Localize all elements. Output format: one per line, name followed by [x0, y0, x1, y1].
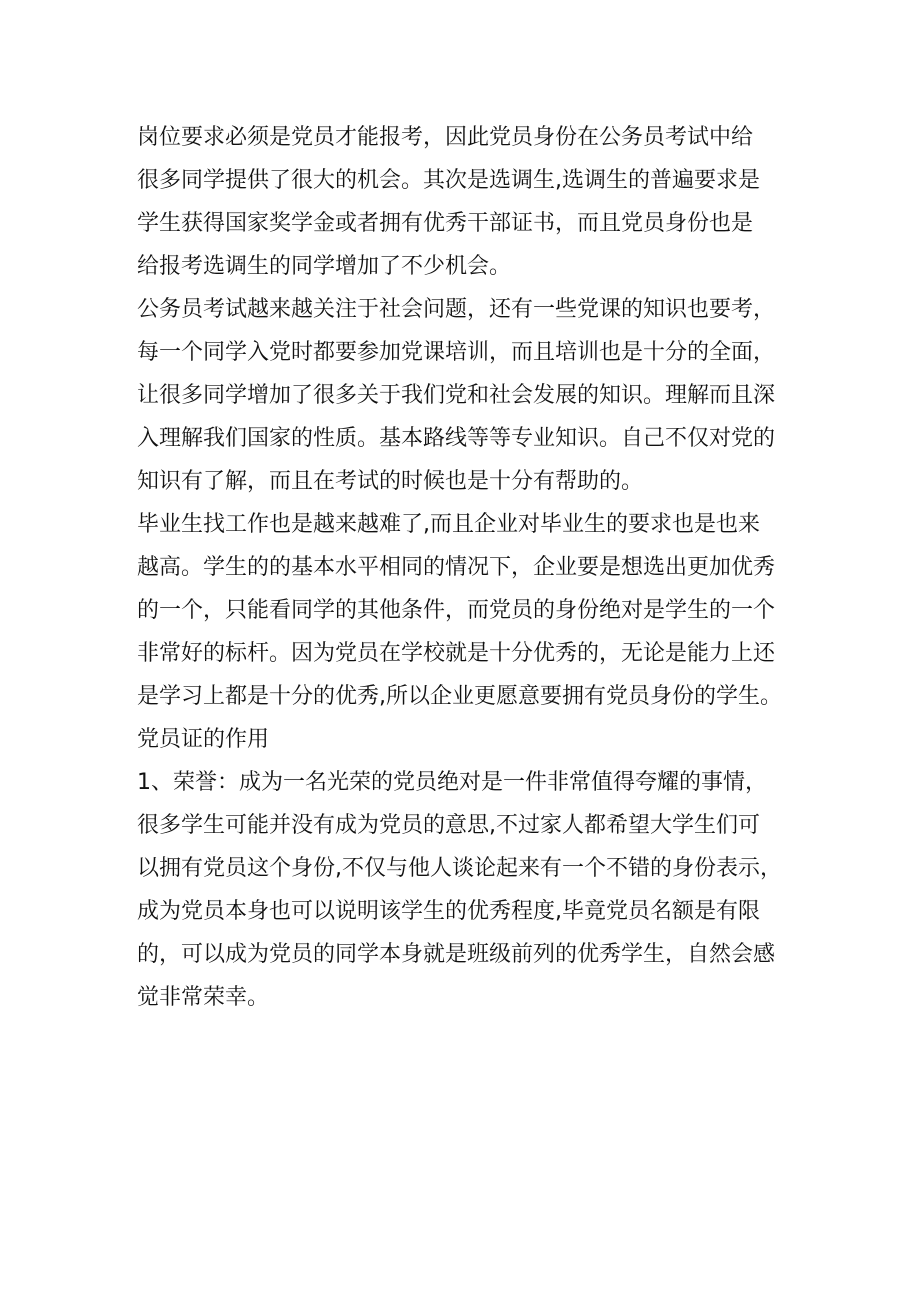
text-line: 知识有了解，而且在考试的时候也是十分有帮助的。	[137, 469, 644, 494]
text-line: 成为党员本身也可以说明该学生的优秀程度,毕竟党员名额是有限	[137, 899, 760, 924]
list-item-honor	[137, 761, 817, 1019]
text-line: 非常好的标杆。因为党员在学校就是十分优秀的，无论是能力上还	[137, 641, 776, 666]
paragraph-employment	[137, 503, 817, 718]
text-line: 每一个同学入党时都要参加党课培训，而且培训也是十分的全面，	[137, 340, 776, 365]
text-line: 很多学生可能并没有成为党员的意思,不过家人都希望大学生们可	[137, 813, 760, 838]
text-line: 学生获得国家奖学金或者拥有优秀干部证书，而且党员身份也是	[137, 211, 754, 236]
text-line: 的，可以成为党员的同学本身就是班级前列的优秀学生，自然会感	[137, 942, 776, 967]
section-heading	[137, 718, 817, 761]
section-heading-text: 党员证的作用	[137, 727, 270, 752]
paragraph-exam-knowledge	[137, 288, 817, 503]
text-line: 很多同学提供了很大的机会。其次是选调生,选调生的普遍要求是	[137, 168, 760, 193]
text-line: 岗位要求必须是党员才能报考，因此党员身份在公务员考试中给	[137, 125, 754, 150]
text-line: 公务员考试越来越关注于社会问题，还有一些党课的知识也要考，	[137, 297, 776, 322]
text-line: 是学习上都是十分的优秀,所以企业更愿意要拥有党员身份的学生。	[137, 684, 782, 709]
text-line: 1、荣誉：成为一名光荣的党员绝对是一件非常值得夸耀的事情，	[137, 770, 767, 795]
document-body	[137, 116, 817, 1019]
paragraph-civil-service	[137, 116, 817, 288]
text-line: 觉非常荣幸。	[137, 985, 270, 1010]
text-line: 入理解我们国家的性质。基本路线等等专业知识。自己不仅对党的	[137, 426, 776, 451]
text-line: 以拥有党员这个身份,不仅与他人谈论起来有一个不错的身份表示，	[137, 856, 782, 881]
text-line: 的一个，只能看同学的其他条件，而党员的身份绝对是学生的一个	[137, 598, 776, 623]
text-line: 越高。学生的的基本水平相同的情况下，企业要是想选出更加优秀	[137, 555, 776, 580]
text-line: 毕业生找工作也是越来越难了,而且企业对毕业生的要求也是也来	[137, 512, 760, 537]
text-line: 让很多同学增加了很多关于我们党和社会发展的知识。理解而且深	[137, 383, 776, 408]
text-line: 给报考选调生的同学增加了不少机会。	[137, 254, 512, 279]
